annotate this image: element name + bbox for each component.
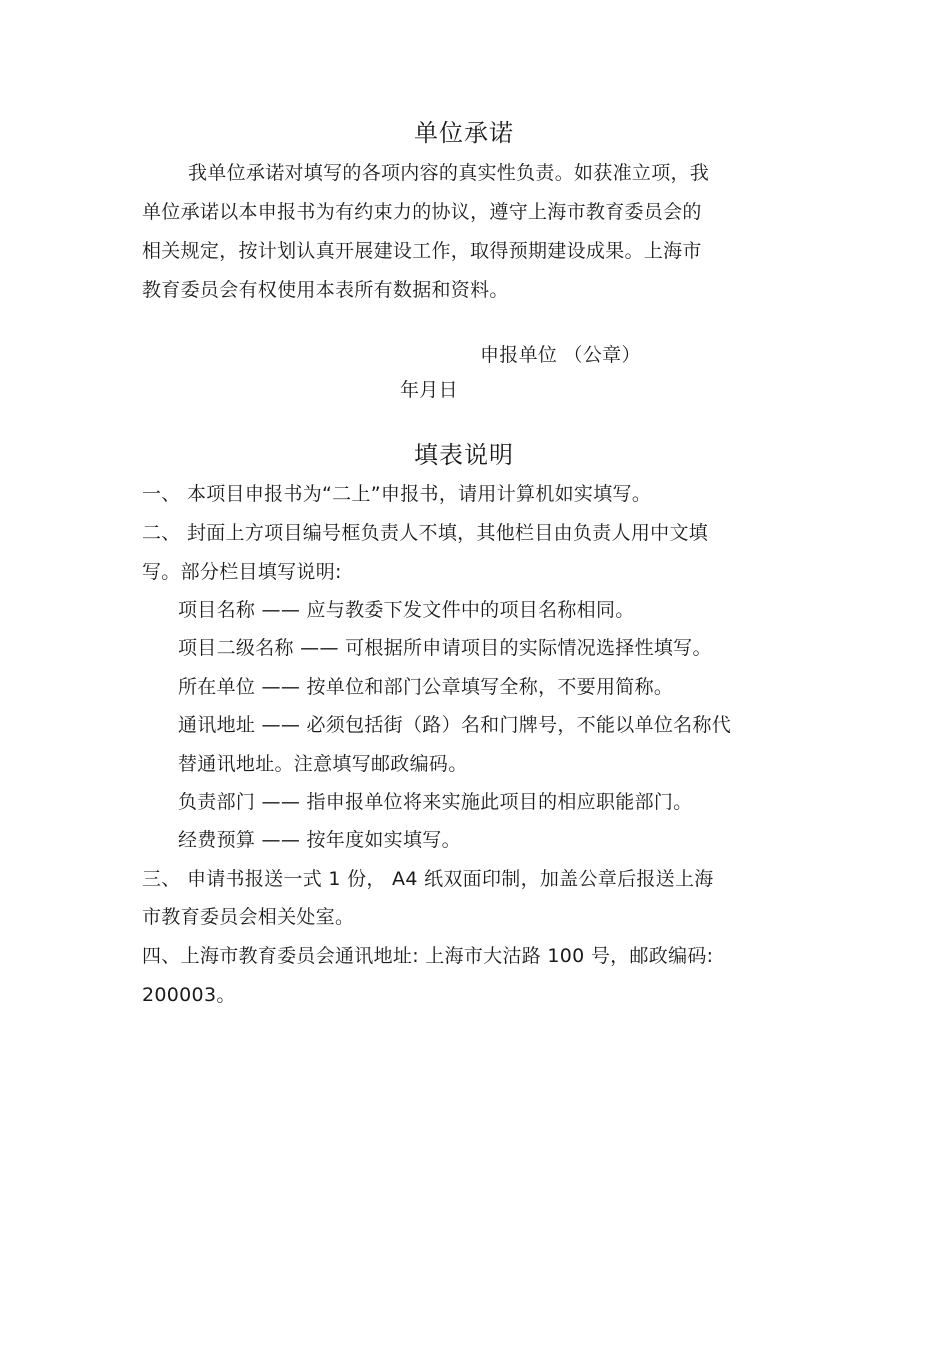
instruction-item-4-cont: 200003。 [142,984,236,1006]
field-note-project-name: 项目名称 —— 应与教委下发文件中的项目名称相同。 [178,599,635,621]
instruction-item-3: 三、 申请书报送一式 1 份， A4 纸双面印制，加盖公章后报送上海 [142,868,714,890]
instruction-item-3-cont: 市教育委员会相关处室。 [142,906,355,928]
pledge-line-1: 我单位承诺对填写的各项内容的真实性负责。如获准立项，我 [188,162,710,184]
pledge-line-2: 单位承诺以本申报书为有约束力的协议，遵守上海市教育委员会的 [142,201,702,223]
field-note-unit: 所在单位 —— 按单位和部门公章填写全称，不要用简称。 [178,676,674,698]
instructions-title: 填表说明 [414,441,514,469]
applicant-seal-label: 申报单位 （公章） [480,344,641,366]
pledge-line-3: 相关规定，按计划认真开展建设工作，取得预期建设成果。上海市 [142,240,702,262]
field-note-secondary-name: 项目二级名称 —— 可根据所申请项目的实际情况选择性填写。 [178,637,712,659]
instruction-item-4: 四、上海市教育委员会通讯地址: 上海市大沽路 100 号，邮政编码: [142,945,714,967]
instruction-item-2-cont: 写。部分栏目填写说明: [142,561,342,583]
field-note-address: 通讯地址 —— 必须包括街（路）名和门牌号，不能以单位名称代 [178,714,732,736]
field-note-department: 负责部门 —— 指申报单位将来实施此项目的相应职能部门。 [178,791,693,813]
pledge-line-4: 教育委员会有权使用本表所有数据和资料。 [142,279,509,301]
pledge-title: 单位承诺 [414,119,514,147]
field-note-address-cont: 替通讯地址。注意填写邮政编码。 [178,753,468,775]
instruction-item-2: 二、 封面上方项目编号框负责人不填，其他栏目由负责人用中文填 [142,522,709,544]
date-label: 年月日 [400,379,458,401]
instruction-item-1: 一、 本项目申报书为“二上”申报书，请用计算机如实填写。 [142,483,652,505]
field-note-budget: 经费预算 —— 按年度如实填写。 [178,829,461,851]
